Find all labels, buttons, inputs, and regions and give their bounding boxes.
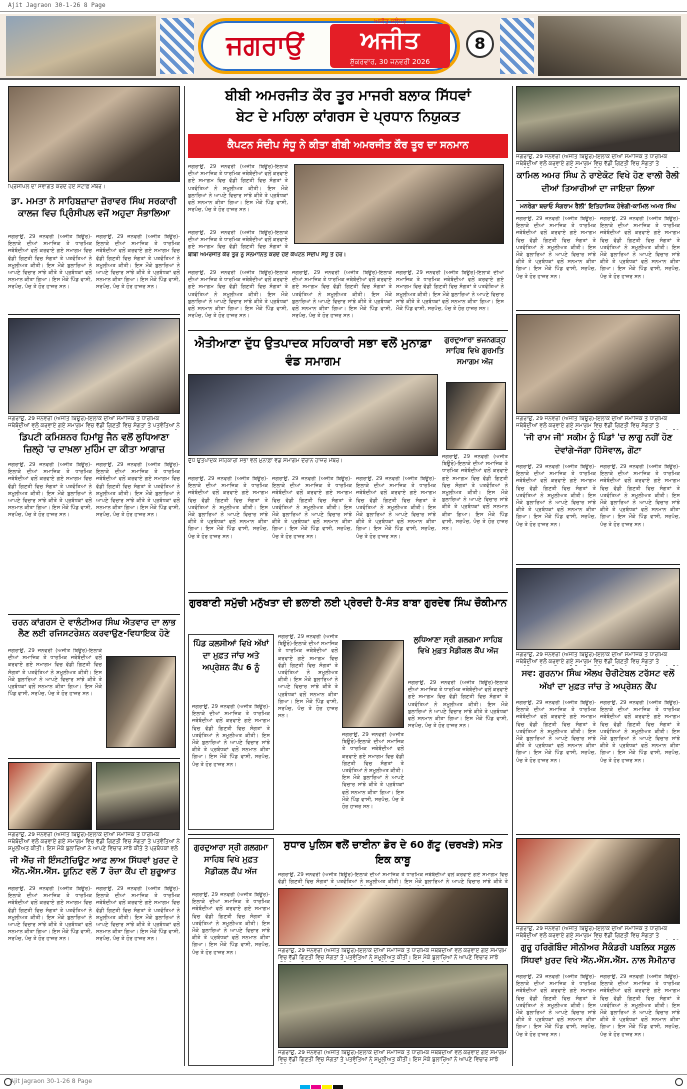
registration-mark <box>4 1078 12 1086</box>
caption-profit: ਦੁੱਧ ਉਤਪਾਦਕ ਸਹਿਕਾਰੀ ਸਭਾ ਵਲੋਂ ਮੁਨਾਫ਼ਾ ਵੰਡ ਸਮਾਗਮ ਦੌਰਾਨ ਹਾਜ਼ਰ ਮੈਂਬਰ। <box>188 458 343 464</box>
caption-bottom-group: ਜਗਰਾਉਂ, 29 ਜਨਵਰੀ (ਅਜੀਤ ਬਿਊਰੋ)-ਇਲਾਕੇ ਦੀਆਂ ਸਮਾਜਿਕ ਤੇ ਧਾਰਮਿਕ ਜਥੇਬੰਦੀਆਂ ਵਲੋਂ ਕਰਵਾਏ ਗਏ ਸਮਾਗਮ ਵਿਚ ਵੱਡੀ ਗਿਣਤੀ ਵਿਚ ਸੰਗਤਾਂ ਤੇ ਪਤਵੰਤਿਆਂ ਨੇ ਸ਼ਮੂਲੀਅਤ ਕੀਤੀ। ਇਸ ਮੌਕੇ ਬੁਲਾਰਿਆਂ ਨੇ ਆਪਣੇ ਵਿਚਾਰ ਸਾਂਝੇ <box>278 1050 507 1063</box>
body-nss-a: ਜਗਰਾਉਂ, 29 ਜਨਵਰੀ (ਅਜੀਤ ਬਿਊਰੋ)-ਇਲਾਕੇ ਦੀਆਂ ਸਮਾਜਿਕ ਤੇ ਧਾਰਮਿਕ ਜਥੇਬੰਦੀਆਂ ਵਲੋਂ ਕਰਵਾਏ ਗਏ ਸਮਾਗਮ ਵਿਚ ਵੱਡੀ ਗਿਣਤੀ ਵਿਚ ਸੰਗਤਾਂ ਤੇ ਪਤਵੰਤਿਆਂ ਨੇ ਸ਼ਮੂਲੀਅਤ ਕੀਤੀ। ਇਸ ਮੌਕੇ ਬੁਲਾਰਿਆਂ ਨੇ ਆਪਣੇ ਵਿਚਾਰ ਸਾਂਝੇ ਕੀਤੇ ਤੇ ਪ੍ਰਬੰਧਕਾਂ ਵਲੋਂ ਸਨਮਾਨ ਕੀਤਾ ਗਿਆ। ਇਸ ਮੌਕੇ ਪਿੰਡ ਵਾਸੀ, ਸਰਪੰਚ, ਪੰਚ ਤੇ ਹੋਰ ਹਾਜ਼ਰ ਸਨ। <box>8 886 92 943</box>
photo-profit <box>188 374 438 456</box>
caption-rally: ਜਗਰਾਉਂ, 29 ਜਨਵਰੀ (ਅਜੀਤ ਬਿਊਰੋ)-ਇਲਾਕੇ ਦੀਆਂ ਸਮਾਜਿਕ ਤੇ ਧਾਰਮਿਕ ਜਥੇਬੰਦੀਆਂ ਵਲੋਂ ਕਰਵਾਏ ਗਏ ਸਮਾਗਮ ਵਿਚ ਵੱਡੀ ਗਿਣਤੀ ਵਿਚ ਸੰਗਤਾਂ ਤੇ <box>516 154 668 167</box>
photo-police <box>278 888 508 946</box>
body-lead-b: ਜਗਰਾਉਂ, 29 ਜਨਵਰੀ (ਅਜੀਤ ਬਿਊਰੋ)-ਇਲਾਕੇ ਦੀਆਂ ਸਮਾਜਿਕ ਤੇ ਧਾਰਮਿਕ ਜਥੇਬੰਦੀਆਂ ਵਲੋਂ ਕਰਵਾਏ ਗਏ ਸਮਾਗਮ ਵਿਚ ਵੱਡੀ ਗਿਣਤੀ ਵਿਚ ਸੰਗਤਾਂ ਤੇ <box>188 230 288 250</box>
headline-gurmat: ਗੁਰਦੁਆਰਾ ਭਜਨਗੜ੍ਹ ਸਾਹਿਬ ਵਿਖੇ ਗੁਰਮਤਿ ਸਮਾਗਮ ਅੱਜ <box>444 335 506 366</box>
masthead-photo-right <box>538 16 681 76</box>
photo-nss-b <box>96 762 180 830</box>
body-gurmat: ਜਗਰਾਉਂ, 29 ਜਨਵਰੀ (ਅਜੀਤ ਬਿਊਰੋ)-ਇਲਾਕੇ ਦੀਆਂ ਸਮਾਜਿਕ ਤੇ ਧਾਰਮਿਕ ਜਥੇਬੰਦੀਆਂ ਵਲੋਂ ਕਰਵਾਏ ਗਏ ਸਮਾਗਮ ਵਿਚ ਵੱਡੀ ਗਿਣਤੀ ਵਿਚ ਸੰਗਤਾਂ ਤੇ ਪਤਵੰਤਿਆਂ ਨੇ ਸ਼ਮੂਲੀਅਤ ਕੀਤੀ। ਇਸ ਮੌਕੇ ਬੁਲਾਰਿਆਂ ਨੇ ਆਪਣੇ ਵਿਚਾਰ ਸਾਂਝੇ ਕੀਤੇ ਤੇ ਪ੍ਰਬੰਧਕਾਂ ਵਲੋਂ ਸਨਮਾਨ ਕੀਤਾ ਗਿਆ। ਇਸ ਮੌਕੇ ਪਿੰਡ ਵਾਸੀ, ਸਰਪੰਚ, ਪੰਚ ਤੇ ਹੋਰ ਹਾਜ਼ਰ ਸਨ। <box>442 454 508 533</box>
body-lead-d: ਜਗਰਾਉਂ, 29 ਜਨਵਰੀ (ਅਜੀਤ ਬਿਊਰੋ)-ਇਲਾਕੇ ਦੀਆਂ ਸਮਾਜਿਕ ਤੇ ਧਾਰਮਿਕ ਜਥੇਬੰਦੀਆਂ ਵਲੋਂ ਕਰਵਾਏ ਗਏ ਸਮਾਗਮ ਵਿਚ ਵੱਡੀ ਗਿਣਤੀ ਵਿਚ ਸੰਗਤਾਂ ਤੇ ਪਤਵੰਤਿਆਂ ਨੇ ਸ਼ਮੂਲੀਅਤ ਕੀਤੀ। ਇਸ ਮੌਕੇ ਬੁਲਾਰਿਆਂ ਨੇ ਆਪਣੇ ਵਿਚਾਰ ਸਾਂਝੇ ਕੀਤੇ ਤੇ ਪ੍ਰਬੰਧਕਾਂ ਵਲੋਂ ਸਨਮਾਨ ਕੀਤਾ ਗਿਆ। ਇਸ ਮੌਕੇ ਪਿੰਡ ਵਾਸੀ, ਸਰਪੰਚ, ਪੰਚ ਤੇ ਹੋਰ ਹਾਜ਼ਰ ਸਨ। <box>292 270 392 320</box>
body-lead-a: ਜਗਰਾਉਂ, 29 ਜਨਵਰੀ (ਅਜੀਤ ਬਿਊਰੋ)-ਇਲਾਕੇ ਦੀਆਂ ਸਮਾਜਿਕ ਤੇ ਧਾਰਮਿਕ ਜਥੇਬੰਦੀਆਂ ਵਲੋਂ ਕਰਵਾਏ ਗਏ ਸਮਾਗਮ ਵਿਚ ਵੱਡੀ ਗਿਣਤੀ ਵਿਚ ਸੰਗਤਾਂ ਤੇ ਪਤਵੰਤਿਆਂ ਨੇ ਸ਼ਮੂਲੀਅਤ ਕੀਤੀ। ਇਸ ਮੌਕੇ ਬੁਲਾਰਿਆਂ ਨੇ ਆਪਣੇ ਵਿਚਾਰ ਸਾਂਝੇ ਕੀਤੇ ਤੇ ਪ੍ਰਬੰਧਕਾਂ ਵਲੋਂ ਸਨਮਾਨ ਕੀਤਾ ਗਿਆ। ਇਸ ਮੌਕੇ ਪਿੰਡ ਵਾਸੀ, ਸਰਪੰਚ, ਪੰਚ ਤੇ ਹੋਰ ਹਾਜ਼ਰ ਸਨ। <box>188 164 288 214</box>
caption-dc: ਜਗਰਾਉਂ, 29 ਜਨਵਰੀ (ਅਜੀਤ ਬਿਊਰੋ)-ਇਲਾਕੇ ਦੀਆਂ ਸਮਾਜਿਕ ਤੇ ਧਾਰਮਿਕ ਜਥੇਬੰਦੀਆਂ ਵਲੋਂ ਕਰਵਾਏ ਗਏ ਸਮਾਗਮ ਵਿਚ ਵੱਡੀ ਗਿਣਤੀ ਵਿਚ ਸੰਗਤਾਂ ਤੇ ਪਤਵੰਤਿਆਂ ਨੇ <box>8 416 180 429</box>
logo-subtitle: ਅਜੀਤ ਜਲੰਧਰ <box>373 18 407 25</box>
headline-dc: ਡਿਪਟੀ ਕਮਿਸ਼ਨਰ ਹਿਮਾਂਸ਼ੂ ਜੈਨ ਵਲੋਂ ਲੁਧਿਆਣਾ ਜ਼ਿਲ੍ਹੇ 'ਚ ਦਾਖ਼ਲਾ ਮੁਹਿੰਮ ਦਾ ਕੀਤਾ ਆਗਾਜ਼ <box>19 433 169 455</box>
body-police-a: ਜਗਰਾਉਂ, 29 ਜਨਵਰੀ (ਅਜੀਤ ਬਿਊਰੋ)-ਇਲਾਕੇ ਦੀਆਂ ਸਮਾਜਿਕ ਤੇ ਧਾਰਮਿਕ ਜਥੇਬੰਦੀਆਂ ਵਲੋਂ ਕਰਵਾਏ ਗਏ ਸਮਾਗਮ ਵਿਚ ਵੱਡੀ ਗਿਣਤੀ ਵਿਚ ਸੰਗਤਾਂ ਤੇ ਪਤਵੰਤਿਆਂ ਨੇ ਸ਼ਮੂਲੀਅਤ ਕੀਤੀ। ਇਸ ਮੌਕੇ ਬੁਲਾਰਿਆਂ ਨੇ ਆਪਣੇ ਵਿਚਾਰ ਸਾਂਝੇ ਕੀਤੇ ਤੇ <box>278 872 508 886</box>
caption-principal: ਪ੍ਰਿੰਸੀਪਲ ਦਾ ਸਵਾਗਤ ਕਰਦੇ ਹੋਏ ਸਟਾਫ਼ ਮੈਂਬਰ। <box>8 184 106 190</box>
body-seminar-b: ਜਗਰਾਉਂ, 29 ਜਨਵਰੀ (ਅਜੀਤ ਬਿਊਰੋ)-ਇਲਾਕੇ ਦੀਆਂ ਸਮਾਜਿਕ ਤੇ ਧਾਰਮਿਕ ਜਥੇਬੰਦੀਆਂ ਵਲੋਂ ਕਰਵਾਏ ਗਏ ਸਮਾਗਮ ਵਿਚ ਵੱਡੀ ਗਿਣਤੀ ਵਿਚ ਸੰਗਤਾਂ ਤੇ ਪਤਵੰਤਿਆਂ ਨੇ ਸ਼ਮੂਲੀਅਤ ਕੀਤੀ। ਇਸ ਮੌਕੇ ਬੁਲਾਰਿਆਂ ਨੇ ਆਪਣੇ ਵਿਚਾਰ ਸਾਂਝੇ ਕੀਤੇ ਤੇ ਪ੍ਰਬੰਧਕਾਂ ਵਲੋਂ ਸਨਮਾਨ ਕੀਤਾ ਗਿਆ। ਇਸ ਮੌਕੇ ਪਿੰਡ ਵਾਸੀ, ਸਰਪੰਚ, ਪੰਚ ਤੇ ਹੋਰ ਹਾਜ਼ਰ ਸਨ। <box>600 974 680 1038</box>
photo-ji-ram-ji <box>516 314 680 414</box>
headline-principal: ਡਾ. ਮਮਤਾ ਨੇ ਸਾਹਿਬਜ਼ਾਦਾ ਜ਼ੋਰਾਵਰ ਸਿੰਘ ਸਰਕਾਰੀ ਕਾਲਜ ਵਿਚ ਪ੍ਰਿੰਸੀਪਲ ਵਜੋਂ ਅਹੁਦਾ ਸੰਭਾਲਿਆ <box>11 197 177 219</box>
divider <box>188 834 508 835</box>
body-nss-b: ਜਗਰਾਉਂ, 29 ਜਨਵਰੀ (ਅਜੀਤ ਬਿਊਰੋ)-ਇਲਾਕੇ ਦੀਆਂ ਸਮਾਜਿਕ ਤੇ ਧਾਰਮਿਕ ਜਥੇਬੰਦੀਆਂ ਵਲੋਂ ਕਰਵਾਏ ਗਏ ਸਮਾਗਮ ਵਿਚ ਵੱਡੀ ਗਿਣਤੀ ਵਿਚ ਸੰਗਤਾਂ ਤੇ ਪਤਵੰਤਿਆਂ ਨੇ ਸ਼ਮੂਲੀਅਤ ਕੀਤੀ। ਇਸ ਮੌਕੇ ਬੁਲਾਰਿਆਂ ਨੇ ਆਪਣੇ ਵਿਚਾਰ ਸਾਂਝੇ ਕੀਤੇ ਤੇ ਪ੍ਰਬੰਧਕਾਂ ਵਲੋਂ ਸਨਮਾਨ ਕੀਤਾ ਗਿਆ। ਇਸ ਮੌਕੇ ਪਿੰਡ ਵਾਸੀ, ਸਰਪੰਚ, ਪੰਚ ਤੇ ਹੋਰ ਹਾਜ਼ਰ ਸਨ। <box>96 886 180 943</box>
headline-gurbani: ਗੁਰਬਾਣੀ ਸਮੁੱਚੀ ਮਨੁੱਖਤਾ ਦੀ ਭਲਾਈ ਲਈ ਪ੍ਰੇਰਦੀ ਹੈ-ਸੰਤ ਬਾਬਾ ਗੁਰਦੇਵ ਸਿੰਘ ਚੌਕੀਮਾਨ <box>189 598 507 609</box>
headline-nss: ਜੀ ਐੱਚ ਜੀ ਇੰਸਟੀਚਿਊਟ ਆਫ਼ ਲਾਅ ਸਿੱਧਵਾਂ ਖ਼ੁਰਦ ਦੇ ਐੱਨ.ਐੱਸ.ਐੱਸ. ਯੂਨਿਟ ਵਲੋਂ 7 ਰੋਜ਼ਾ ਕੈਂਪ ਦੀ ਸ਼ੁਰੂਆਤ <box>10 856 178 877</box>
divider <box>188 592 508 593</box>
masthead-pattern-right <box>500 18 534 74</box>
body-profit-c: ਜਗਰਾਉਂ, 29 ਜਨਵਰੀ (ਅਜੀਤ ਬਿਊਰੋ)-ਇਲਾਕੇ ਦੀਆਂ ਸਮਾਜਿਕ ਤੇ ਧਾਰਮਿਕ ਜਥੇਬੰਦੀਆਂ ਵਲੋਂ ਕਰਵਾਏ ਗਏ ਸਮਾਗਮ ਵਿਚ ਵੱਡੀ ਗਿਣਤੀ ਵਿਚ ਸੰਗਤਾਂ ਤੇ ਪਤਵੰਤਿਆਂ ਨੇ ਸ਼ਮੂਲੀਅਤ ਕੀਤੀ। ਇਸ ਮੌਕੇ ਬੁਲਾਰਿਆਂ ਨੇ ਆਪਣੇ ਵਿਚਾਰ ਸਾਂਝੇ ਕੀਤੇ ਤੇ ਪ੍ਰਬੰਧਕਾਂ ਵਲੋਂ ਸਨਮਾਨ ਕੀਤਾ ਗਿਆ। ਇਸ ਮੌਕੇ ਪਿੰਡ ਵਾਸੀ, ਸਰਪੰਚ, ਪੰਚ ਤੇ ਹੋਰ ਹਾਜ਼ਰ ਸਨ। <box>356 476 436 540</box>
body-rally-b: ਜਗਰਾਉਂ, 29 ਜਨਵਰੀ (ਅਜੀਤ ਬਿਊਰੋ)-ਇਲਾਕੇ ਦੀਆਂ ਸਮਾਜਿਕ ਤੇ ਧਾਰਮਿਕ ਜਥੇਬੰਦੀਆਂ ਵਲੋਂ ਕਰਵਾਏ ਗਏ ਸਮਾਗਮ ਵਿਚ ਵੱਡੀ ਗਿਣਤੀ ਵਿਚ ਸੰਗਤਾਂ ਤੇ ਪਤਵੰਤਿਆਂ ਨੇ ਸ਼ਮੂਲੀਅਤ ਕੀਤੀ। ਇਸ ਮੌਕੇ ਬੁਲਾਰਿਆਂ ਨੇ ਆਪਣੇ ਵਿਚਾਰ ਸਾਂਝੇ ਕੀਤੇ ਤੇ ਪ੍ਰਬੰਧਕਾਂ ਵਲੋਂ ਸਨਮਾਨ ਕੀਤਾ ਗਿਆ। ਇਸ ਮੌਕੇ ਪਿੰਡ ਵਾਸੀ, ਸਰਪੰਚ, ਪੰਚ ਤੇ ਹੋਰ ਹਾਜ਼ਰ ਸਨ। <box>600 216 680 280</box>
body-trust-camp-a: ਜਗਰਾਉਂ, 29 ਜਨਵਰੀ (ਅਜੀਤ ਬਿਊਰੋ)-ਇਲਾਕੇ ਦੀਆਂ ਸਮਾਜਿਕ ਤੇ ਧਾਰਮਿਕ ਜਥੇਬੰਦੀਆਂ ਵਲੋਂ ਕਰਵਾਏ ਗਏ ਸਮਾਗਮ ਵਿਚ ਵੱਡੀ ਗਿਣਤੀ ਵਿਚ ਸੰਗਤਾਂ ਤੇ ਪਤਵੰਤਿਆਂ ਨੇ ਸ਼ਮੂਲੀਅਤ ਕੀਤੀ। ਇਸ ਮੌਕੇ ਬੁਲਾਰਿਆਂ ਨੇ ਆਪਣੇ ਵਿਚਾਰ ਸਾਂਝੇ ਕੀਤੇ ਤੇ ਪ੍ਰਬੰਧਕਾਂ ਵਲੋਂ ਸਨਮਾਨ ਕੀਤਾ ਗਿਆ। ਇਸ ਮੌਕੇ ਪਿੰਡ ਵਾਸੀ, ਸਰਪੰਚ, ਪੰਚ ਤੇ ਹੋਰ ਹਾਜ਼ਰ ਸਨ। <box>516 700 596 764</box>
photo-seminar <box>516 838 680 924</box>
masthead-pattern-left <box>160 18 194 74</box>
yellow-swatch <box>322 1085 332 1089</box>
photo-nss-a <box>8 762 92 830</box>
headline-police: ਸੁਧਾਰ ਪੁਲਿਸ ਵਲੋਂ ਚਾਈਨਾ ਡੋਰ ਦੇ 60 ਗੱਟੂ (ਚਰਖੜੇ) ਸਮੇਤ ਇਕ ਕਾਬੂ <box>283 840 503 866</box>
headline-rally: ਕਾਮਿਲ ਅਮਰ ਸਿੰਘ ਨੇ ਰਾਏਕੋਟ ਵਿਖੇ ਹੋਣ ਵਾਲੀ ਰੈਲੀ ਦੀਆਂ ਤਿਆਰੀਆਂ ਦਾ ਜਾਇਜ਼ਾ ਲਿਆ <box>516 171 680 194</box>
headline-volunteer: ਚਰਨ ਕਾਂਗਰਸ ਦੇ ਵਾਲੰਟੀਅਰ ਸਿੰਘ ਐਤਵਾਰ ਦਾ ਲਾਭ ਲੈਣ ਲਈ ਰਜਿਸਟਰੇਸ਼ਨ ਕਰਵਾਉਣ-ਵਿਧਾਇਕ ਹੋਣੇ <box>12 618 176 639</box>
body-eye-camp: ਜਗਰਾਉਂ, 29 ਜਨਵਰੀ (ਅਜੀਤ ਬਿਊਰੋ)-ਇਲਾਕੇ ਦੀਆਂ ਸਮਾਜਿਕ ਤੇ ਧਾਰਮਿਕ ਜਥੇਬੰਦੀਆਂ ਵਲੋਂ ਕਰਵਾਏ ਗਏ ਸਮਾਗਮ ਵਿਚ ਵੱਡੀ ਗਿਣਤੀ ਵਿਚ ਸੰਗਤਾਂ ਤੇ ਪਤਵੰਤਿਆਂ ਨੇ ਸ਼ਮੂਲੀਅਤ ਕੀਤੀ। ਇਸ ਮੌਕੇ ਬੁਲਾਰਿਆਂ ਨੇ ਆਪਣੇ ਵਿਚਾਰ ਸਾਂਝੇ ਕੀਤੇ ਤੇ ਪ੍ਰਬੰਧਕਾਂ ਵਲੋਂ ਸਨਮਾਨ ਕੀਤਾ ਗਿਆ। ਇਸ ਮੌਕੇ ਪਿੰਡ ਵਾਸੀ, ਸਰਪੰਚ, ਪੰਚ ਤੇ ਹੋਰ ਹਾਜ਼ਰ ਸਨ। <box>192 704 270 768</box>
divider <box>516 834 680 835</box>
subhead-rally: ਮਨਰੇਗਾ ਬਚਾਓ ਸੰਗਰਾਮ ਰੈਲੀ' ਇਤਿਹਾਸਿਕ ਹੋਵੇਗੀ-ਕਾਮਿਲ ਅਮਰ ਸਿੰਘ <box>516 200 680 212</box>
divider <box>8 314 180 315</box>
headline-eye-camp: ਪਿੰਡ ਕਲਸੀਆਂ ਵਿਖੇ ਅੱਖਾਂ ਦਾ ਮੁਫ਼ਤ ਜਾਂਚ ਅਤੇ ਅਪ੍ਰੇਸ਼ਨ ਕੈਂਪ 6 ਨੂੰ <box>193 639 269 672</box>
logo-city: ਜਗਰਾਉਂ <box>226 31 304 61</box>
caption-eye-camp: ਜਗਰਾਉਂ, 29 ਜਨਵਰੀ (ਅਜੀਤ ਬਿਊਰੋ)-ਇਲਾਕੇ ਦੀਆਂ ਸਮਾਜਿਕ ਤੇ ਧਾਰਮਿਕ ਜਥੇਬੰਦੀਆਂ ਵਲੋਂ ਕਰਵਾਏ ਗਏ ਸਮਾਗਮ ਵਿਚ ਵੱਡੀ ਗਿਣਤੀ ਵਿਚ ਸੰਗਤਾਂ ਤੇ <box>516 652 668 665</box>
body-profit-a: ਜਗਰਾਉਂ, 29 ਜਨਵਰੀ (ਅਜੀਤ ਬਿਊਰੋ)-ਇਲਾਕੇ ਦੀਆਂ ਸਮਾਜਿਕ ਤੇ ਧਾਰਮਿਕ ਜਥੇਬੰਦੀਆਂ ਵਲੋਂ ਕਰਵਾਏ ਗਏ ਸਮਾਗਮ ਵਿਚ ਵੱਡੀ ਗਿਣਤੀ ਵਿਚ ਸੰਗਤਾਂ ਤੇ ਪਤਵੰਤਿਆਂ ਨੇ ਸ਼ਮੂਲੀਅਤ ਕੀਤੀ। ਇਸ ਮੌਕੇ ਬੁਲਾਰਿਆਂ ਨੇ ਆਪਣੇ ਵਿਚਾਰ ਸਾਂਝੇ ਕੀਤੇ ਤੇ ਪ੍ਰਬੰਧਕਾਂ ਵਲੋਂ ਸਨਮਾਨ ਕੀਤਾ ਗਿਆ। ਇਸ ਮੌਕੇ ਪਿੰਡ ਵਾਸੀ, ਸਰਪੰਚ, ਪੰਚ ਤੇ ਹੋਰ ਹਾਜ਼ਰ ਸਨ। <box>188 476 268 540</box>
body-profit-b: ਜਗਰਾਉਂ, 29 ਜਨਵਰੀ (ਅਜੀਤ ਬਿਊਰੋ)-ਇਲਾਕੇ ਦੀਆਂ ਸਮਾਜਿਕ ਤੇ ਧਾਰਮਿਕ ਜਥੇਬੰਦੀਆਂ ਵਲੋਂ ਕਰਵਾਏ ਗਏ ਸਮਾਗਮ ਵਿਚ ਵੱਡੀ ਗਿਣਤੀ ਵਿਚ ਸੰਗਤਾਂ ਤੇ ਪਤਵੰਤਿਆਂ ਨੇ ਸ਼ਮੂਲੀਅਤ ਕੀਤੀ। ਇਸ ਮੌਕੇ ਬੁਲਾਰਿਆਂ ਨੇ ਆਪਣੇ ਵਿਚਾਰ ਸਾਂਝੇ ਕੀਤੇ ਤੇ ਪ੍ਰਬੰਧਕਾਂ ਵਲੋਂ ਸਨਮਾਨ ਕੀਤਾ ਗਿਆ। ਇਸ ਮੌਕੇ ਪਿੰਡ ਵਾਸੀ, ਸਰਪੰਚ, ਪੰਚ ਤੇ ਹੋਰ ਹਾਜ਼ਰ ਸਨ। <box>272 476 352 540</box>
body-ji-ram-ji-b: ਜਗਰਾਉਂ, 29 ਜਨਵਰੀ (ਅਜੀਤ ਬਿਊਰੋ)-ਇਲਾਕੇ ਦੀਆਂ ਸਮਾਜਿਕ ਤੇ ਧਾਰਮਿਕ ਜਥੇਬੰਦੀਆਂ ਵਲੋਂ ਕਰਵਾਏ ਗਏ ਸਮਾਗਮ ਵਿਚ ਵੱਡੀ ਗਿਣਤੀ ਵਿਚ ਸੰਗਤਾਂ ਤੇ ਪਤਵੰਤਿਆਂ ਨੇ ਸ਼ਮੂਲੀਅਤ ਕੀਤੀ। ਇਸ ਮੌਕੇ ਬੁਲਾਰਿਆਂ ਨੇ ਆਪਣੇ ਵਿਚਾਰ ਸਾਂਝੇ ਕੀਤੇ ਤੇ ਪ੍ਰਬੰਧਕਾਂ ਵਲੋਂ ਸਨਮਾਨ ਕੀਤਾ ਗਿਆ। ਇਸ ਮੌਕੇ ਪਿੰਡ ਵਾਸੀ, ਸਰਪੰਚ, ਪੰਚ ਤੇ ਹੋਰ ਹਾਜ਼ਰ ਸਨ। <box>600 464 680 528</box>
headline-trust-camp: ਸਵ: ਗੁਰਨਾਮ ਸਿੰਘ ਔਲਖ ਚੈਰੀਟੇਬਲ ਟਰੱਸਟ ਵਲੋਂ ਅੱਖਾਂ ਦਾ ਮੁਫ਼ਤ ਜਾਂਚ ਤੇ ਅਪ੍ਰੇਸ਼ਨ ਕੈਂਪ <box>521 669 675 692</box>
photo-principal <box>8 86 180 182</box>
body-medical: ਜਗਰਾਉਂ, 29 ਜਨਵਰੀ (ਅਜੀਤ ਬਿਊਰੋ)-ਇਲਾਕੇ ਦੀਆਂ ਸਮਾਜਿਕ ਤੇ ਧਾਰਮਿਕ ਜਥੇਬੰਦੀਆਂ ਵਲੋਂ ਕਰਵਾਏ ਗਏ ਸਮਾਗਮ ਵਿਚ ਵੱਡੀ ਗਿਣਤੀ ਵਿਚ ਸੰਗਤਾਂ ਤੇ ਪਤਵੰਤਿਆਂ ਨੇ ਸ਼ਮੂਲੀਅਤ ਕੀਤੀ। ਇਸ ਮੌਕੇ ਬੁਲਾਰਿਆਂ ਨੇ ਆਪਣੇ ਵਿਚਾਰ ਸਾਂਝੇ ਕੀਤੇ ਤੇ ਪ੍ਰਬੰਧਕਾਂ ਵਲੋਂ ਸਨਮਾਨ ਕੀਤਾ ਗਿਆ। ਇਸ ਮੌਕੇ ਪਿੰਡ ਵਾਸੀ, ਸਰਪੰਚ, ਪੰਚ ਤੇ ਹੋਰ ਹਾਜ਼ਰ ਸਨ। <box>408 680 508 730</box>
issue-date: ਸ਼ੁੱਕਰਵਾਰ, 30 ਜਨਵਰੀ 2026 <box>350 58 430 66</box>
body-lead-c: ਜਗਰਾਉਂ, 29 ਜਨਵਰੀ (ਅਜੀਤ ਬਿਊਰੋ)-ਇਲਾਕੇ ਦੀਆਂ ਸਮਾਜਿਕ ਤੇ ਧਾਰਮਿਕ ਜਥੇਬੰਦੀਆਂ ਵਲੋਂ ਕਰਵਾਏ ਗਏ ਸਮਾਗਮ ਵਿਚ ਵੱਡੀ ਗਿਣਤੀ ਵਿਚ ਸੰਗਤਾਂ ਤੇ ਪਤਵੰਤਿਆਂ ਨੇ ਸ਼ਮੂਲੀਅਤ ਕੀਤੀ। ਇਸ ਮੌਕੇ ਬੁਲਾਰਿਆਂ ਨੇ ਆਪਣੇ ਵਿਚਾਰ ਸਾਂਝੇ ਕੀਤੇ ਤੇ ਪ੍ਰਬੰਧਕਾਂ ਵਲੋਂ ਸਨਮਾਨ ਕੀਤਾ ਗਿਆ। ਇਸ ਮੌਕੇ ਪਿੰਡ ਵਾਸੀ, ਸਰਪੰਚ, ਪੰਚ ਤੇ ਹੋਰ ਹਾਜ਼ਰ ਸਨ। <box>188 270 288 320</box>
caption-nss: ਜਗਰਾਉਂ, 29 ਜਨਵਰੀ (ਅਜੀਤ ਬਿਊਰੋ)-ਇਲਾਕੇ ਦੀਆਂ ਸਮਾਜਿਕ ਤੇ ਧਾਰਮਿਕ ਜਥੇਬੰਦੀਆਂ ਵਲੋਂ ਕਰਵਾਏ ਗਏ ਸਮਾਗਮ ਵਿਚ ਵੱਡੀ ਗਿਣਤੀ ਵਿਚ ਸੰਗਤਾਂ ਤੇ ਪਤਵੰਤਿਆਂ ਨੇ ਸ਼ਮੂਲੀਅਤ ਕੀਤੀ। ਇਸ ਮੌਕੇ ਬੁਲਾਰਿਆਂ ਨੇ ਆਪਣੇ ਵਿਚਾਰ ਸਾਂਝੇ ਕੀਤੇ ਤੇ ਪ੍ਰਬੰਧਕਾਂ ਵਲੋਂ <box>8 832 180 852</box>
divider <box>8 758 180 759</box>
body-trust-camp-b: ਜਗਰਾਉਂ, 29 ਜਨਵਰੀ (ਅਜੀਤ ਬਿਊਰੋ)-ਇਲਾਕੇ ਦੀਆਂ ਸਮਾਜਿਕ ਤੇ ਧਾਰਮਿਕ ਜਥੇਬੰਦੀਆਂ ਵਲੋਂ ਕਰਵਾਏ ਗਏ ਸਮਾਗਮ ਵਿਚ ਵੱਡੀ ਗਿਣਤੀ ਵਿਚ ਸੰਗਤਾਂ ਤੇ ਪਤਵੰਤਿਆਂ ਨੇ ਸ਼ਮੂਲੀਅਤ ਕੀਤੀ। ਇਸ ਮੌਕੇ ਬੁਲਾਰਿਆਂ ਨੇ ਆਪਣੇ ਵਿਚਾਰ ਸਾਂਝੇ ਕੀਤੇ ਤੇ ਪ੍ਰਬੰਧਕਾਂ ਵਲੋਂ ਸਨਮਾਨ ਕੀਤਾ ਗਿਆ। ਇਸ ਮੌਕੇ ਪਿੰਡ ਵਾਸੀ, ਸਰਪੰਚ, ਪੰਚ ਤੇ ਹੋਰ ਹਾਜ਼ਰ ਸਨ। <box>600 700 680 764</box>
headline-ludhiana: ਗੁਰਦੁਆਰਾ ਸ੍ਰੀ ਗਲਗਮਾ ਸਾਹਿਬ ਵਿਖੇ ਮੁਫ਼ਤ ਮੈਡੀਕਲ ਕੈਂਪ ਅੱਜ <box>193 843 269 876</box>
registration-mark <box>675 1078 683 1086</box>
body-seminar-a: ਜਗਰਾਉਂ, 29 ਜਨਵਰੀ (ਅਜੀਤ ਬਿਊਰੋ)-ਇਲਾਕੇ ਦੀਆਂ ਸਮਾਜਿਕ ਤੇ ਧਾਰਮਿਕ ਜਥੇਬੰਦੀਆਂ ਵਲੋਂ ਕਰਵਾਏ ਗਏ ਸਮਾਗਮ ਵਿਚ ਵੱਡੀ ਗਿਣਤੀ ਵਿਚ ਸੰਗਤਾਂ ਤੇ ਪਤਵੰਤਿਆਂ ਨੇ ਸ਼ਮੂਲੀਅਤ ਕੀਤੀ। ਇਸ ਮੌਕੇ ਬੁਲਾਰਿਆਂ ਨੇ ਆਪਣੇ ਵਿਚਾਰ ਸਾਂਝੇ ਕੀਤੇ ਤੇ ਪ੍ਰਬੰਧਕਾਂ ਵਲੋਂ ਸਨਮਾਨ ਕੀਤਾ ਗਿਆ। ਇਸ ਮੌਕੇ ਪਿੰਡ ਵਾਸੀ, ਸਰਪੰਚ, ਪੰਚ ਤੇ ਹੋਰ ਹਾਜ਼ਰ ਸਨ। <box>516 974 596 1038</box>
photo-rally <box>516 86 680 152</box>
body-principal-a: ਜਗਰਾਉਂ, 29 ਜਨਵਰੀ (ਅਜੀਤ ਬਿਊਰੋ)-ਇਲਾਕੇ ਦੀਆਂ ਸਮਾਜਿਕ ਤੇ ਧਾਰਮਿਕ ਜਥੇਬੰਦੀਆਂ ਵਲੋਂ ਕਰਵਾਏ ਗਏ ਸਮਾਗਮ ਵਿਚ ਵੱਡੀ ਗਿਣਤੀ ਵਿਚ ਸੰਗਤਾਂ ਤੇ ਪਤਵੰਤਿਆਂ ਨੇ ਸ਼ਮੂਲੀਅਤ ਕੀਤੀ। ਇਸ ਮੌਕੇ ਬੁਲਾਰਿਆਂ ਨੇ ਆਪਣੇ ਵਿਚਾਰ ਸਾਂਝੇ ਕੀਤੇ ਤੇ ਪ੍ਰਬੰਧਕਾਂ ਵਲੋਂ ਸਨਮਾਨ ਕੀਤਾ ਗਿਆ। ਇਸ ਮੌਕੇ ਪਿੰਡ ਵਾਸੀ, ਸਰਪੰਚ, ਪੰਚ ਤੇ ਹੋਰ ਹਾਜ਼ਰ ਸਨ। <box>8 234 92 291</box>
body-gurbani-a: ਜਗਰਾਉਂ, 29 ਜਨਵਰੀ (ਅਜੀਤ ਬਿਊਰੋ)-ਇਲਾਕੇ ਦੀਆਂ ਸਮਾਜਿਕ ਤੇ ਧਾਰਮਿਕ ਜਥੇਬੰਦੀਆਂ ਵਲੋਂ ਕਰਵਾਏ ਗਏ ਸਮਾਗਮ ਵਿਚ ਵੱਡੀ ਗਿਣਤੀ ਵਿਚ ਸੰਗਤਾਂ ਤੇ ਪਤਵੰਤਿਆਂ ਨੇ ਸ਼ਮੂਲੀਅਤ ਕੀਤੀ। ਇਸ ਮੌਕੇ ਬੁਲਾਰਿਆਂ ਨੇ ਆਪਣੇ ਵਿਚਾਰ ਸਾਂਝੇ ਕੀਤੇ ਤੇ ਪ੍ਰਬੰਧਕਾਂ ਵਲੋਂ ਸਨਮਾਨ ਕੀਤਾ ਗਿਆ। ਇਸ ਮੌਕੇ ਪਿੰਡ ਵਾਸੀ, ਸਰਪੰਚ, ਪੰਚ ਤੇ ਹੋਰ ਹਾਜ਼ਰ ਸਨ। <box>278 634 338 720</box>
magenta-swatch <box>311 1085 321 1089</box>
caption-police: ਜਗਰਾਉਂ, 29 ਜਨਵਰੀ (ਅਜੀਤ ਬਿਊਰੋ)-ਇਲਾਕੇ ਦੀਆਂ ਸਮਾਜਿਕ ਤੇ ਧਾਰਮਿਕ ਜਥੇਬੰਦੀਆਂ ਵਲੋਂ ਕਰਵਾਏ ਗਏ ਸਮਾਗਮ ਵਿਚ ਵੱਡੀ ਗਿਣਤੀ ਵਿਚ ਸੰਗਤਾਂ ਤੇ ਪਤਵੰਤਿਆਂ ਨੇ ਸ਼ਮੂਲੀਅਤ ਕੀਤੀ। ਇਸ ਮੌਕੇ ਬੁਲਾਰਿਆਂ ਨੇ ਆਪਣੇ ਵਿਚਾਰ ਸਾਂਝੇ <box>278 948 507 961</box>
caption-ji-ram-ji: ਜਗਰਾਉਂ, 29 ਜਨਵਰੀ (ਅਜੀਤ ਬਿਊਰੋ)-ਇਲਾਕੇ ਦੀਆਂ ਸਮਾਜਿਕ ਤੇ ਧਾਰਮਿਕ ਜਥੇਬੰਦੀਆਂ ਵਲੋਂ ਕਰਵਾਏ ਗਏ ਸਮਾਗਮ ਵਿਚ ਵੱਡੀ ਗਿਣਤੀ ਵਿਚ ਸੰਗਤਾਂ ਤੇ <box>516 416 668 429</box>
photo-speaker <box>446 382 506 450</box>
divider <box>516 564 680 565</box>
caption-lead: ਬੀਬੀ ਅਮਰਜੀਤ ਕੌਰ ਤੂਰ ਨੂੰ ਸਨਮਾਨਿਤ ਕਰਦੇ ਹੋਏ ਕੈਪਟਨ ਸੰਦੀਪ ਸੰਧੂ ਤੇ ਹੋਰ। <box>188 252 347 258</box>
print-slug: Ajit Jagraon 30-1-26 8 Page <box>0 0 687 12</box>
body-rally-a: ਜਗਰਾਉਂ, 29 ਜਨਵਰੀ (ਅਜੀਤ ਬਿਊਰੋ)-ਇਲਾਕੇ ਦੀਆਂ ਸਮਾਜਿਕ ਤੇ ਧਾਰਮਿਕ ਜਥੇਬੰਦੀਆਂ ਵਲੋਂ ਕਰਵਾਏ ਗਏ ਸਮਾਗਮ ਵਿਚ ਵੱਡੀ ਗਿਣਤੀ ਵਿਚ ਸੰਗਤਾਂ ਤੇ ਪਤਵੰਤਿਆਂ ਨੇ ਸ਼ਮੂਲੀਅਤ ਕੀਤੀ। ਇਸ ਮੌਕੇ ਬੁਲਾਰਿਆਂ ਨੇ ਆਪਣੇ ਵਿਚਾਰ ਸਾਂਝੇ ਕੀਤੇ ਤੇ ਪ੍ਰਬੰਧਕਾਂ ਵਲੋਂ ਸਨਮਾਨ ਕੀਤਾ ਗਿਆ। ਇਸ ਮੌਕੇ ਪਿੰਡ ਵਾਸੀ, ਸਰਪੰਚ, ਪੰਚ ਤੇ ਹੋਰ ਹਾਜ਼ਰ ਸਨ। <box>516 216 596 280</box>
photo-bottom-group <box>278 964 508 1048</box>
photo-dc <box>8 318 180 414</box>
headline-medical: ਲੁਧਿਆਣਾ ਸ੍ਰੀ ਗਲਗਮਾ ਸਾਹਿਬ ਵਿਖੇ ਮੁਫ਼ਤ ਮੈਡੀਕਲ ਕੈਂਪ ਅੱਜ <box>413 635 503 655</box>
divider <box>188 330 508 331</box>
lead-headline-1: ਬੀਬੀ ਅਮਰਜੀਤ ਕੌਰ ਤੂਰ ਮਾਜਰੀ ਬਲਾਕ ਸਿੱਧਵਾਂ ਬੇਟ ਦੇ ਮਹਿਲਾ ਕਾਂਗਰਸ ਦੇ ਪ੍ਰਧਾਨ ਨਿਯੁਕਤ <box>225 88 471 125</box>
body-dc-a: ਜਗਰਾਉਂ, 29 ਜਨਵਰੀ (ਅਜੀਤ ਬਿਊਰੋ)-ਇਲਾਕੇ ਦੀਆਂ ਸਮਾਜਿਕ ਤੇ ਧਾਰਮਿਕ ਜਥੇਬੰਦੀਆਂ ਵਲੋਂ ਕਰਵਾਏ ਗਏ ਸਮਾਗਮ ਵਿਚ ਵੱਡੀ ਗਿਣਤੀ ਵਿਚ ਸੰਗਤਾਂ ਤੇ ਪਤਵੰਤਿਆਂ ਨੇ ਸ਼ਮੂਲੀਅਤ ਕੀਤੀ। ਇਸ ਮੌਕੇ ਬੁਲਾਰਿਆਂ ਨੇ ਆਪਣੇ ਵਿਚਾਰ ਸਾਂਝੇ ਕੀਤੇ ਤੇ ਪ੍ਰਬੰਧਕਾਂ ਵਲੋਂ ਸਨਮਾਨ ਕੀਤਾ ਗਿਆ। ਇਸ ਮੌਕੇ ਪਿੰਡ ਵਾਸੀ, ਸਰਪੰਚ, ਪੰਚ ਤੇ ਹੋਰ ਹਾਜ਼ਰ ਸਨ। <box>8 462 92 519</box>
divider <box>516 310 680 311</box>
column-rule <box>184 86 185 1066</box>
divider <box>8 614 180 615</box>
body-lead-e: ਜਗਰਾਉਂ, 29 ਜਨਵਰੀ (ਅਜੀਤ ਬਿਊਰੋ)-ਇਲਾਕੇ ਦੀਆਂ ਸਮਾਜਿਕ ਤੇ ਧਾਰਮਿਕ ਜਥੇਬੰਦੀਆਂ ਵਲੋਂ ਕਰਵਾਏ ਗਏ ਸਮਾਗਮ ਵਿਚ ਵੱਡੀ ਗਿਣਤੀ ਵਿਚ ਸੰਗਤਾਂ ਤੇ ਪਤਵੰਤਿਆਂ ਨੇ ਸ਼ਮੂਲੀਅਤ ਕੀਤੀ। ਇਸ ਮੌਕੇ ਬੁਲਾਰਿਆਂ ਨੇ ਆਪਣੇ ਵਿਚਾਰ ਸਾਂਝੇ ਕੀਤੇ ਤੇ ਪ੍ਰਬੰਧਕਾਂ ਵਲੋਂ ਸਨਮਾਨ ਕੀਤਾ ਗਿਆ। ਇਸ ਮੌਕੇ ਪਿੰਡ ਵਾਸੀ, ਸਰਪੰਚ, ਪੰਚ ਤੇ ਹੋਰ ਹਾਜ਼ਰ ਸਨ। <box>396 270 504 313</box>
headline-profit: ਐਤੀਆਣਾ ਦੁੱਧ ਉਤਪਾਦਕ ਸਹਿਕਾਰੀ ਸਭਾ ਵਲੋਂ ਮੁਨਾਫ਼ਾ ਵੰਡ ਸਮਾਗਮ <box>194 336 432 368</box>
footer-slug: Ajit Jagraon 30-1-26 8 Page <box>10 1078 93 1085</box>
cyan-swatch <box>300 1085 310 1089</box>
page-number: 8 <box>466 30 494 58</box>
headline-seminar: ਗੁਰੂ ਹਰਿਗੋਬਿੰਦ ਸੀਨੀਅਰ ਸੈਕੰਡਰੀ ਪਬਲਿਕ ਸਕੂਲ ਸਿੱਧਵਾਂ ਖ਼ੁਰਦ ਵਿਖੇ ਐੱਨ.ਐੱਸ.ਐੱਸ. ਨਾਲ ਸੈਮੀਨਾਰ <box>520 943 676 966</box>
photo-lead <box>294 164 504 244</box>
body-principal-b: ਜਗਰਾਉਂ, 29 ਜਨਵਰੀ (ਅਜੀਤ ਬਿਊਰੋ)-ਇਲਾਕੇ ਦੀਆਂ ਸਮਾਜਿਕ ਤੇ ਧਾਰਮਿਕ ਜਥੇਬੰਦੀਆਂ ਵਲੋਂ ਕਰਵਾਏ ਗਏ ਸਮਾਗਮ ਵਿਚ ਵੱਡੀ ਗਿਣਤੀ ਵਿਚ ਸੰਗਤਾਂ ਤੇ ਪਤਵੰਤਿਆਂ ਨੇ ਸ਼ਮੂਲੀਅਤ ਕੀਤੀ। ਇਸ ਮੌਕੇ ਬੁਲਾਰਿਆਂ ਨੇ ਆਪਣੇ ਵਿਚਾਰ ਸਾਂਝੇ ਕੀਤੇ ਤੇ ਪ੍ਰਬੰਧਕਾਂ ਵਲੋਂ ਸਨਮਾਨ ਕੀਤਾ ਗਿਆ। ਇਸ ਮੌਕੇ ਪਿੰਡ ਵਾਸੀ, ਸਰਪੰਚ, ਪੰਚ ਤੇ ਹੋਰ ਹਾਜ਼ਰ ਸਨ। <box>96 234 180 291</box>
photo-eye-camp <box>516 568 680 650</box>
column-rule <box>512 86 513 1066</box>
lead-subhead: ਕੈਪਟਨ ਸੰਦੀਪ ਸੰਧੂ ਨੇ ਕੀਤਾ ਬੀਬੀ ਅਮਰਜੀਤ ਕੌਰ ਤੂਰ ਦਾ ਸਨਮਾਨ <box>188 134 508 158</box>
caption-seminar: ਜਗਰਾਉਂ, 29 ਜਨਵਰੀ (ਅਜੀਤ ਬਿਊਰੋ)-ਇਲਾਕੇ ਦੀਆਂ ਸਮਾਜਿਕ ਤੇ ਧਾਰਮਿਕ ਜਥੇਬੰਦੀਆਂ ਵਲੋਂ ਕਰਵਾਏ ਗਏ ਸਮਾਗਮ ਵਿਚ ਵੱਡੀ ਗਿਣਤੀ ਵਿਚ ਸੰਗਤਾਂ ਤੇ <box>516 926 668 939</box>
body-volunteer: ਜਗਰਾਉਂ, 29 ਜਨਵਰੀ (ਅਜੀਤ ਬਿਊਰੋ)-ਇਲਾਕੇ ਦੀਆਂ ਸਮਾਜਿਕ ਤੇ ਧਾਰਮਿਕ ਜਥੇਬੰਦੀਆਂ ਵਲੋਂ ਕਰਵਾਏ ਗਏ ਸਮਾਗਮ ਵਿਚ ਵੱਡੀ ਗਿਣਤੀ ਵਿਚ ਸੰਗਤਾਂ ਤੇ ਪਤਵੰਤਿਆਂ ਨੇ ਸ਼ਮੂਲੀਅਤ ਕੀਤੀ। ਇਸ ਮੌਕੇ ਬੁਲਾਰਿਆਂ ਨੇ ਆਪਣੇ ਵਿਚਾਰ ਸਾਂਝੇ ਕੀਤੇ ਤੇ ਪ੍ਰਬੰਧਕਾਂ ਵਲੋਂ ਸਨਮਾਨ ਕੀਤਾ ਗਿਆ। ਇਸ ਮੌਕੇ ਪਿੰਡ ਵਾਸੀ, ਸਰਪੰਚ, ਪੰਚ ਤੇ ਹੋਰ ਹਾਜ਼ਰ ਸਨ। <box>8 648 102 698</box>
body-ludhiana: ਜਗਰਾਉਂ, 29 ਜਨਵਰੀ (ਅਜੀਤ ਬਿਊਰੋ)-ਇਲਾਕੇ ਦੀਆਂ ਸਮਾਜਿਕ ਤੇ ਧਾਰਮਿਕ ਜਥੇਬੰਦੀਆਂ ਵਲੋਂ ਕਰਵਾਏ ਗਏ ਸਮਾਗਮ ਵਿਚ ਵੱਡੀ ਗਿਣਤੀ ਵਿਚ ਸੰਗਤਾਂ ਤੇ ਪਤਵੰਤਿਆਂ ਨੇ ਸ਼ਮੂਲੀਅਤ ਕੀਤੀ। ਇਸ ਮੌਕੇ ਬੁਲਾਰਿਆਂ ਨੇ ਆਪਣੇ ਵਿਚਾਰ ਸਾਂਝੇ ਕੀਤੇ ਤੇ ਪ੍ਰਬੰਧਕਾਂ ਵਲੋਂ ਸਨਮਾਨ ਕੀਤਾ ਗਿਆ। ਇਸ ਮੌਕੇ ਪਿੰਡ ਵਾਸੀ, ਸਰਪੰਚ, ਪੰਚ ਤੇ ਹੋਰ ਹਾਜ਼ਰ ਸਨ। <box>192 892 270 956</box>
logo-ajit: ਅਜੀਤ <box>330 24 450 68</box>
photo-sant <box>342 640 404 728</box>
headline-ji-ram-ji: 'ਜੀ ਰਾਮ ਜੀ' ਸਕੀਮ ਨੂੰ ਪਿੰਡਾਂ 'ਚ ਲਾਗੂ ਨਹੀਂ ਹੋਣ ਦੇਵਾਂਗੇ-ਜੱਗਾ ਹਿੱਸੋਵਾਲ, ਗੋਂਟਾ <box>523 433 673 456</box>
body-dc-b: ਜਗਰਾਉਂ, 29 ਜਨਵਰੀ (ਅਜੀਤ ਬਿਊਰੋ)-ਇਲਾਕੇ ਦੀਆਂ ਸਮਾਜਿਕ ਤੇ ਧਾਰਮਿਕ ਜਥੇਬੰਦੀਆਂ ਵਲੋਂ ਕਰਵਾਏ ਗਏ ਸਮਾਗਮ ਵਿਚ ਵੱਡੀ ਗਿਣਤੀ ਵਿਚ ਸੰਗਤਾਂ ਤੇ ਪਤਵੰਤਿਆਂ ਨੇ ਸ਼ਮੂਲੀਅਤ ਕੀਤੀ। ਇਸ ਮੌਕੇ ਬੁਲਾਰਿਆਂ ਨੇ ਆਪਣੇ ਵਿਚਾਰ ਸਾਂਝੇ ਕੀਤੇ ਤੇ ਪ੍ਰਬੰਧਕਾਂ ਵਲੋਂ ਸਨਮਾਨ ਕੀਤਾ ਗਿਆ। ਇਸ ਮੌਕੇ ਪਿੰਡ ਵਾਸੀ, ਸਰਪੰਚ, ਪੰਚ ਤੇ ਹੋਰ ਹਾਜ਼ਰ ਸਨ। <box>96 462 180 519</box>
photo-mla-portrait <box>106 656 176 748</box>
body-ji-ram-ji-a: ਜਗਰਾਉਂ, 29 ਜਨਵਰੀ (ਅਜੀਤ ਬਿਊਰੋ)-ਇਲਾਕੇ ਦੀਆਂ ਸਮਾਜਿਕ ਤੇ ਧਾਰਮਿਕ ਜਥੇਬੰਦੀਆਂ ਵਲੋਂ ਕਰਵਾਏ ਗਏ ਸਮਾਗਮ ਵਿਚ ਵੱਡੀ ਗਿਣਤੀ ਵਿਚ ਸੰਗਤਾਂ ਤੇ ਪਤਵੰਤਿਆਂ ਨੇ ਸ਼ਮੂਲੀਅਤ ਕੀਤੀ। ਇਸ ਮੌਕੇ ਬੁਲਾਰਿਆਂ ਨੇ ਆਪਣੇ ਵਿਚਾਰ ਸਾਂਝੇ ਕੀਤੇ ਤੇ ਪ੍ਰਬੰਧਕਾਂ ਵਲੋਂ ਸਨਮਾਨ ਕੀਤਾ ਗਿਆ। ਇਸ ਮੌਕੇ ਪਿੰਡ ਵਾਸੀ, ਸਰਪੰਚ, ਪੰਚ ਤੇ ਹੋਰ ਹਾਜ਼ਰ ਸਨ। <box>516 464 596 528</box>
color-registration-bar <box>300 1077 344 1089</box>
body-gurbani-b: ਜਗਰਾਉਂ, 29 ਜਨਵਰੀ (ਅਜੀਤ ਬਿਊਰੋ)-ਇਲਾਕੇ ਦੀਆਂ ਸਮਾਜਿਕ ਤੇ ਧਾਰਮਿਕ ਜਥੇਬੰਦੀਆਂ ਵਲੋਂ ਕਰਵਾਏ ਗਏ ਸਮਾਗਮ ਵਿਚ ਵੱਡੀ ਗਿਣਤੀ ਵਿਚ ਸੰਗਤਾਂ ਤੇ ਪਤਵੰਤਿਆਂ ਨੇ ਸ਼ਮੂਲੀਅਤ ਕੀਤੀ। ਇਸ ਮੌਕੇ ਬੁਲਾਰਿਆਂ ਨੇ ਆਪਣੇ ਵਿਚਾਰ ਸਾਂਝੇ ਕੀਤੇ ਤੇ ਪ੍ਰਬੰਧਕਾਂ ਵਲੋਂ ਸਨਮਾਨ ਕੀਤਾ ਗਿਆ। ਇਸ ਮੌਕੇ ਪਿੰਡ ਵਾਸੀ, ਸਰਪੰਚ, ਪੰਚ ਤੇ ਹੋਰ ਹਾਜ਼ਰ ਸਨ। <box>342 732 404 811</box>
masthead-photo-left <box>6 16 156 76</box>
black-swatch <box>333 1085 343 1089</box>
